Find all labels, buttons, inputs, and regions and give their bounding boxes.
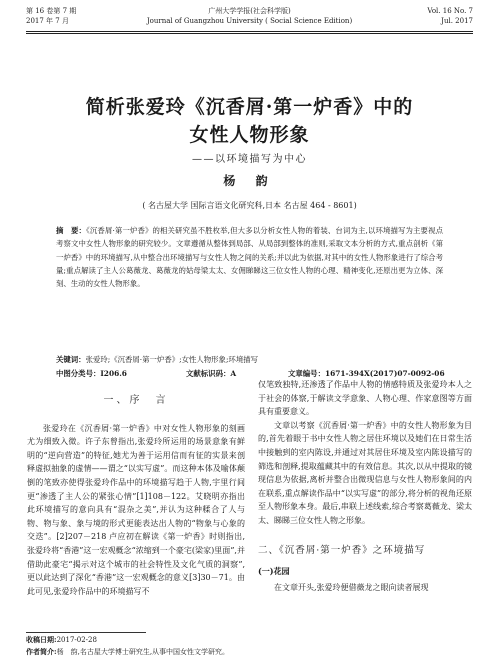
received-date-line [26, 634, 473, 646]
garden-paragraph: 在文章开头,张爱玲便借薇龙之眼向读者展现 [274, 582, 429, 592]
running-header [26, 6, 473, 32]
article-title-line2: 女性人物形象 [189, 124, 310, 146]
article-title-line1: 简析张爱玲《沉香屑·第一炉香》中的 [85, 96, 414, 118]
author-bio: 杨 韵,名古屋大学博士研究生,从事中国女性文学研究。 [56, 648, 230, 656]
running-header-right [427, 6, 473, 26]
journal-name-cn: 广州大学学报(社会科学版) [208, 7, 291, 15]
section-heading-environment: 二、《沉香屑·第一炉香》之环境描写 [258, 544, 426, 556]
author-affiliation: ( 名古屋大学 国际言语文化研究科,日本 名古屋 464 - 8601) [142, 201, 357, 210]
date-cn: 2017 年 7 月 [26, 17, 69, 25]
intro-paragraph: 张爱玲在《沉香屑·第一炉香》中对女性人物形象的刻画尤为细致入微。许子东曾指出,张爱玲所运用的场景意象有鲜明的“逆向营造”的特征,她尤为善于运用信而有征的实景来剖释虚拟抽象的虚情——谓之“以实写虚”。而这种本体及喻体颠倒的笔致亦使得张爱玲作品中的环境描写趋于人物,宇里行间更“渗透了主人公的紧张心情”[1]108－122。艾晓明亦指出此环境描写的意向具有“混杂之美”,并认为这种糅合了人与物、物与象、象与境的形式更能表达出人物的“物象与心象的交迭”。[2]207－218 卢应初在解读《第一炉香》时则指出,张爱玲将“香港”这一宏观概念“浓缩到一个豪宅(梁家)里面”,并借助此豪宅“揭示对这个城市的社会特性及文化气质的洞察”,更以此达到了深化“香港”这一宏观概念的意义[3]30－71。由此可见,张爱玲作品中的环境描写不 [27, 423, 245, 596]
continued-paragraph: 仅笔致独特,还渗透了作品中人物的情感特质及张爱玲本人之于社会的体察,于解读文学意象、人物心理、作家意图等方面具有重要意义。 [258, 380, 472, 417]
article-number: 文章编号：1671-394X(2017)07-0092-06 [288, 369, 445, 378]
abstract [56, 224, 443, 290]
abstract-text: 《沉香屑·第一炉香》的相关研究虽不胜枚举,但大多以分析女性人物的着装、台词为主,以环境描写为主要视点考察文中女性人物形象的研究较少。文章遵循从整体到局部、从局部到整体的准则,采取文本分析的方式,重点剖析《第一炉香》中的环境描写,从中整合出环境描写与女性人物之间的关系;并以此为依据,对其中的女性人物形象进行了综合考量;重点解读了主人公葛薇龙、葛薇龙的姑母梁太太、女佣睇睇这三位女性人物的心理、精神变化,还原出更为立体、深刻、生动的女性人物形象。 [56, 226, 443, 289]
keywords-text: 张爱玲;《沉香屑·第一炉香》;女性人物形象;环境描写 [85, 355, 258, 364]
purpose-paragraph: 文章以考察《沉香屑·第一炉香》中的女性人物形象为目的,首先着眼于书中女性人物之居住环境以及她们在日常生活中接触到的室内陈设,并通过对其居住环境及室内陈设描写的筛选和剖释,提取蕴藏其中的有效信息。其次,以从中提取的镜现信息为依据,离析并整合出微现信息与女性人物形象间的内在联系,重点解读作品中“以实写虚”的部分,将分析的视角还原至人物形象本身。最后,串联上述线索,综合考察葛薇龙、梁太太、睇睇三位女性人物之形象。 [258, 420, 472, 525]
article-subtitle: ——以环境描写为中心 [192, 154, 307, 165]
header-rule-top [26, 31, 473, 32]
keywords-label: 关键词： [56, 355, 86, 364]
document-code: 文献标识码：A [186, 369, 237, 378]
clc-number: 中图分类号：I206.6 [56, 369, 127, 378]
keywords [56, 354, 443, 365]
running-header-center [26, 6, 473, 26]
header-rule-bottom [26, 33, 473, 34]
footnote-rule [26, 632, 146, 633]
footnote [26, 634, 473, 658]
left-column [27, 378, 245, 598]
author-name: 杨 韵 [223, 174, 276, 188]
volume-en: Vol. 16 No. 7 [427, 7, 473, 15]
journal-name-en: Journal of Guangzhou University ( Social Science Edition) [146, 17, 353, 25]
received-date: 2017-02-28 [56, 636, 97, 644]
section-heading-intro: 一、序 言 [103, 395, 169, 406]
volume-cn: 第 16 卷第 7 期 [26, 7, 77, 15]
subsection-heading-garden: (一)花园 [258, 566, 290, 577]
right-column [258, 378, 472, 594]
author-bio-line [26, 646, 473, 658]
received-label: 收稿日期: [26, 635, 57, 644]
author-bio-label: 作者简介: [26, 647, 57, 656]
abstract-label: 摘 要： [56, 226, 87, 235]
date-en: Jul. 2017 [441, 17, 473, 25]
